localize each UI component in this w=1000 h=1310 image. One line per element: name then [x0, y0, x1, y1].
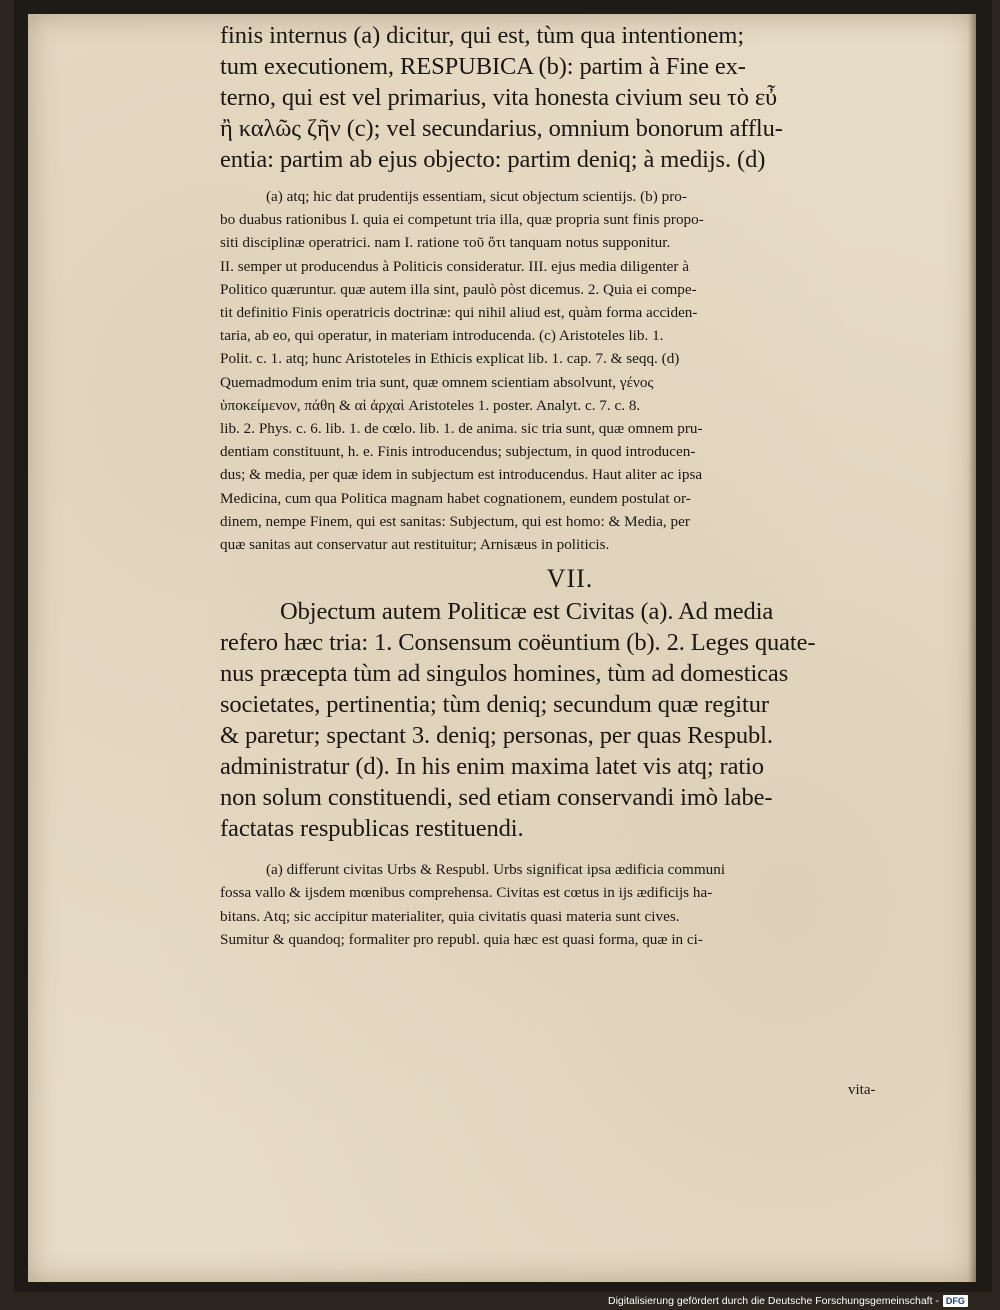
note-line: (a) atq; hic dat prudentijs essentiam, sicut objectum scientijs. (b) pro-	[266, 188, 687, 205]
text-line: tum executionem, RESPUBICA (b): partim à Fine ex-	[220, 53, 746, 80]
note-line: Polit. c. 1. atq; hunc Aristoteles in Ethicis explicat lib. 1. cap. 7. & seqq. (d)	[220, 350, 680, 368]
note-line: tit definitio Finis operatricis doctrinæ: qui nihil aliud est, quàm forma acciden-	[220, 304, 698, 322]
note-line: Sumitur & quandoq; formaliter pro republ. quia hæc est quasi forma, quæ in ci-	[220, 930, 703, 948]
text-line: & paretur; spectant 3. deniq; personas, per quas Respubl.	[220, 722, 773, 750]
note-line: bo duabus rationibus I. quia ei competunt tria illa, quæ propria sunt finis propo-	[220, 211, 704, 229]
dfg-logo-icon: DFG	[943, 1295, 968, 1307]
note-line: dinem, nempe Finem, qui est sanitas: Subjectum, qui est homo: & Media, per	[220, 512, 690, 530]
text-line: finis internus (a) dicitur, qui est, tùm qua intentionem;	[220, 22, 745, 49]
note-line: (a) differunt civitas Urbs & Respubl. Urbs significat ipsa ædificia communi	[266, 861, 726, 879]
text-line: refero hæc tria: 1. Consensum coëuntium (b). 2. Leges quate-	[220, 629, 816, 657]
page-gutter	[968, 14, 976, 1282]
note-line: taria, ab eo, qui operatur, in materiam introducenda. (c) Aristoteles lib. 1.	[220, 327, 664, 345]
digitization-footer	[608, 1293, 988, 1309]
paragraph-main-2	[220, 596, 920, 844]
paragraph-main-1	[220, 20, 920, 175]
note-line: Medicina, cum qua Politica magnam habet cognationem, eundem postulat or-	[220, 489, 691, 507]
note-line: siti disciplinæ operatrici. nam I. ratione τοῦ ὅτι tanquam notus supponitur.	[220, 234, 671, 252]
note-line: lib. 2. Phys. c. 6. lib. 1. de cœlo. lib. 1. de anima. sic tria sunt, quæ omnem pru-	[220, 420, 703, 438]
text-line: entia: partim ab ejus objecto: partim deniq; à medijs. (d)	[220, 146, 766, 173]
text-line: societates, pertinentia; tùm deniq; secundum quæ regitur	[220, 691, 769, 719]
text-line: administratur (d). In his enim maxima latet vis atq; ratio	[220, 753, 764, 781]
note-line: quæ sanitas aut conservatur aut restituitur; Arnisæus in politicis.	[220, 536, 610, 554]
note-line: ὑποκείμενον, πάθη & αἱ ἀρχαὶ Aristoteles 1. poster. Analyt. c. 7. c. 8.	[220, 396, 641, 414]
section-heading: VII.	[546, 564, 594, 594]
funding-notice: Digitalisierung gefördert durch die Deutsche Forschungsgemeinschaft -	[608, 1295, 939, 1307]
catchword: vita-	[848, 1082, 876, 1098]
text-line: terno, qui est vel primarius, vita honesta civium seu τὸ εὖ	[220, 84, 778, 111]
note-line: II. semper ut producendus à Politicis consideratur. III. ejus media diligenter à	[220, 257, 689, 275]
text-line: non solum constituendi, sed etiam conservandi imò labe-	[220, 784, 773, 812]
note-line: bitans. Atq; sic accipitur materialiter, quia civitatis quasi materia sunt cives.	[220, 907, 680, 925]
note-line: dus; & media, per quæ idem in subjectum est introducendus. Haut aliter ac ipsa	[220, 466, 703, 484]
footnotes-2	[220, 858, 920, 951]
note-line: dentiam constituunt, h. e. Finis introducendus; subjectum, in quod introducen-	[220, 443, 696, 461]
text-line: factatas respublicas restituendi.	[220, 815, 524, 843]
text-line: nus præcepta tùm ad singulos homines, tùm ad domesticas	[220, 660, 789, 688]
page-text	[220, 20, 920, 951]
text-line: Objectum autem Politicæ est Civitas (a). Ad media	[280, 598, 774, 626]
note-line: Quemadmodum enim tria sunt, quæ omnem scientiam absolvunt, γένος	[220, 373, 654, 391]
footnotes-1	[220, 185, 920, 556]
text-line: ἢ καλῶς ζῆν (c); vel secundarius, omnium bonorum afflu-	[220, 115, 783, 142]
note-line: fossa vallo & ijsdem mœnibus comprehensa. Civitas est cœtus in ijs ædificijs ha-	[220, 884, 713, 902]
note-line: Politico quæruntur. quæ autem illa sint, paulò pòst dicemus. 2. Quia ei compe-	[220, 280, 697, 298]
